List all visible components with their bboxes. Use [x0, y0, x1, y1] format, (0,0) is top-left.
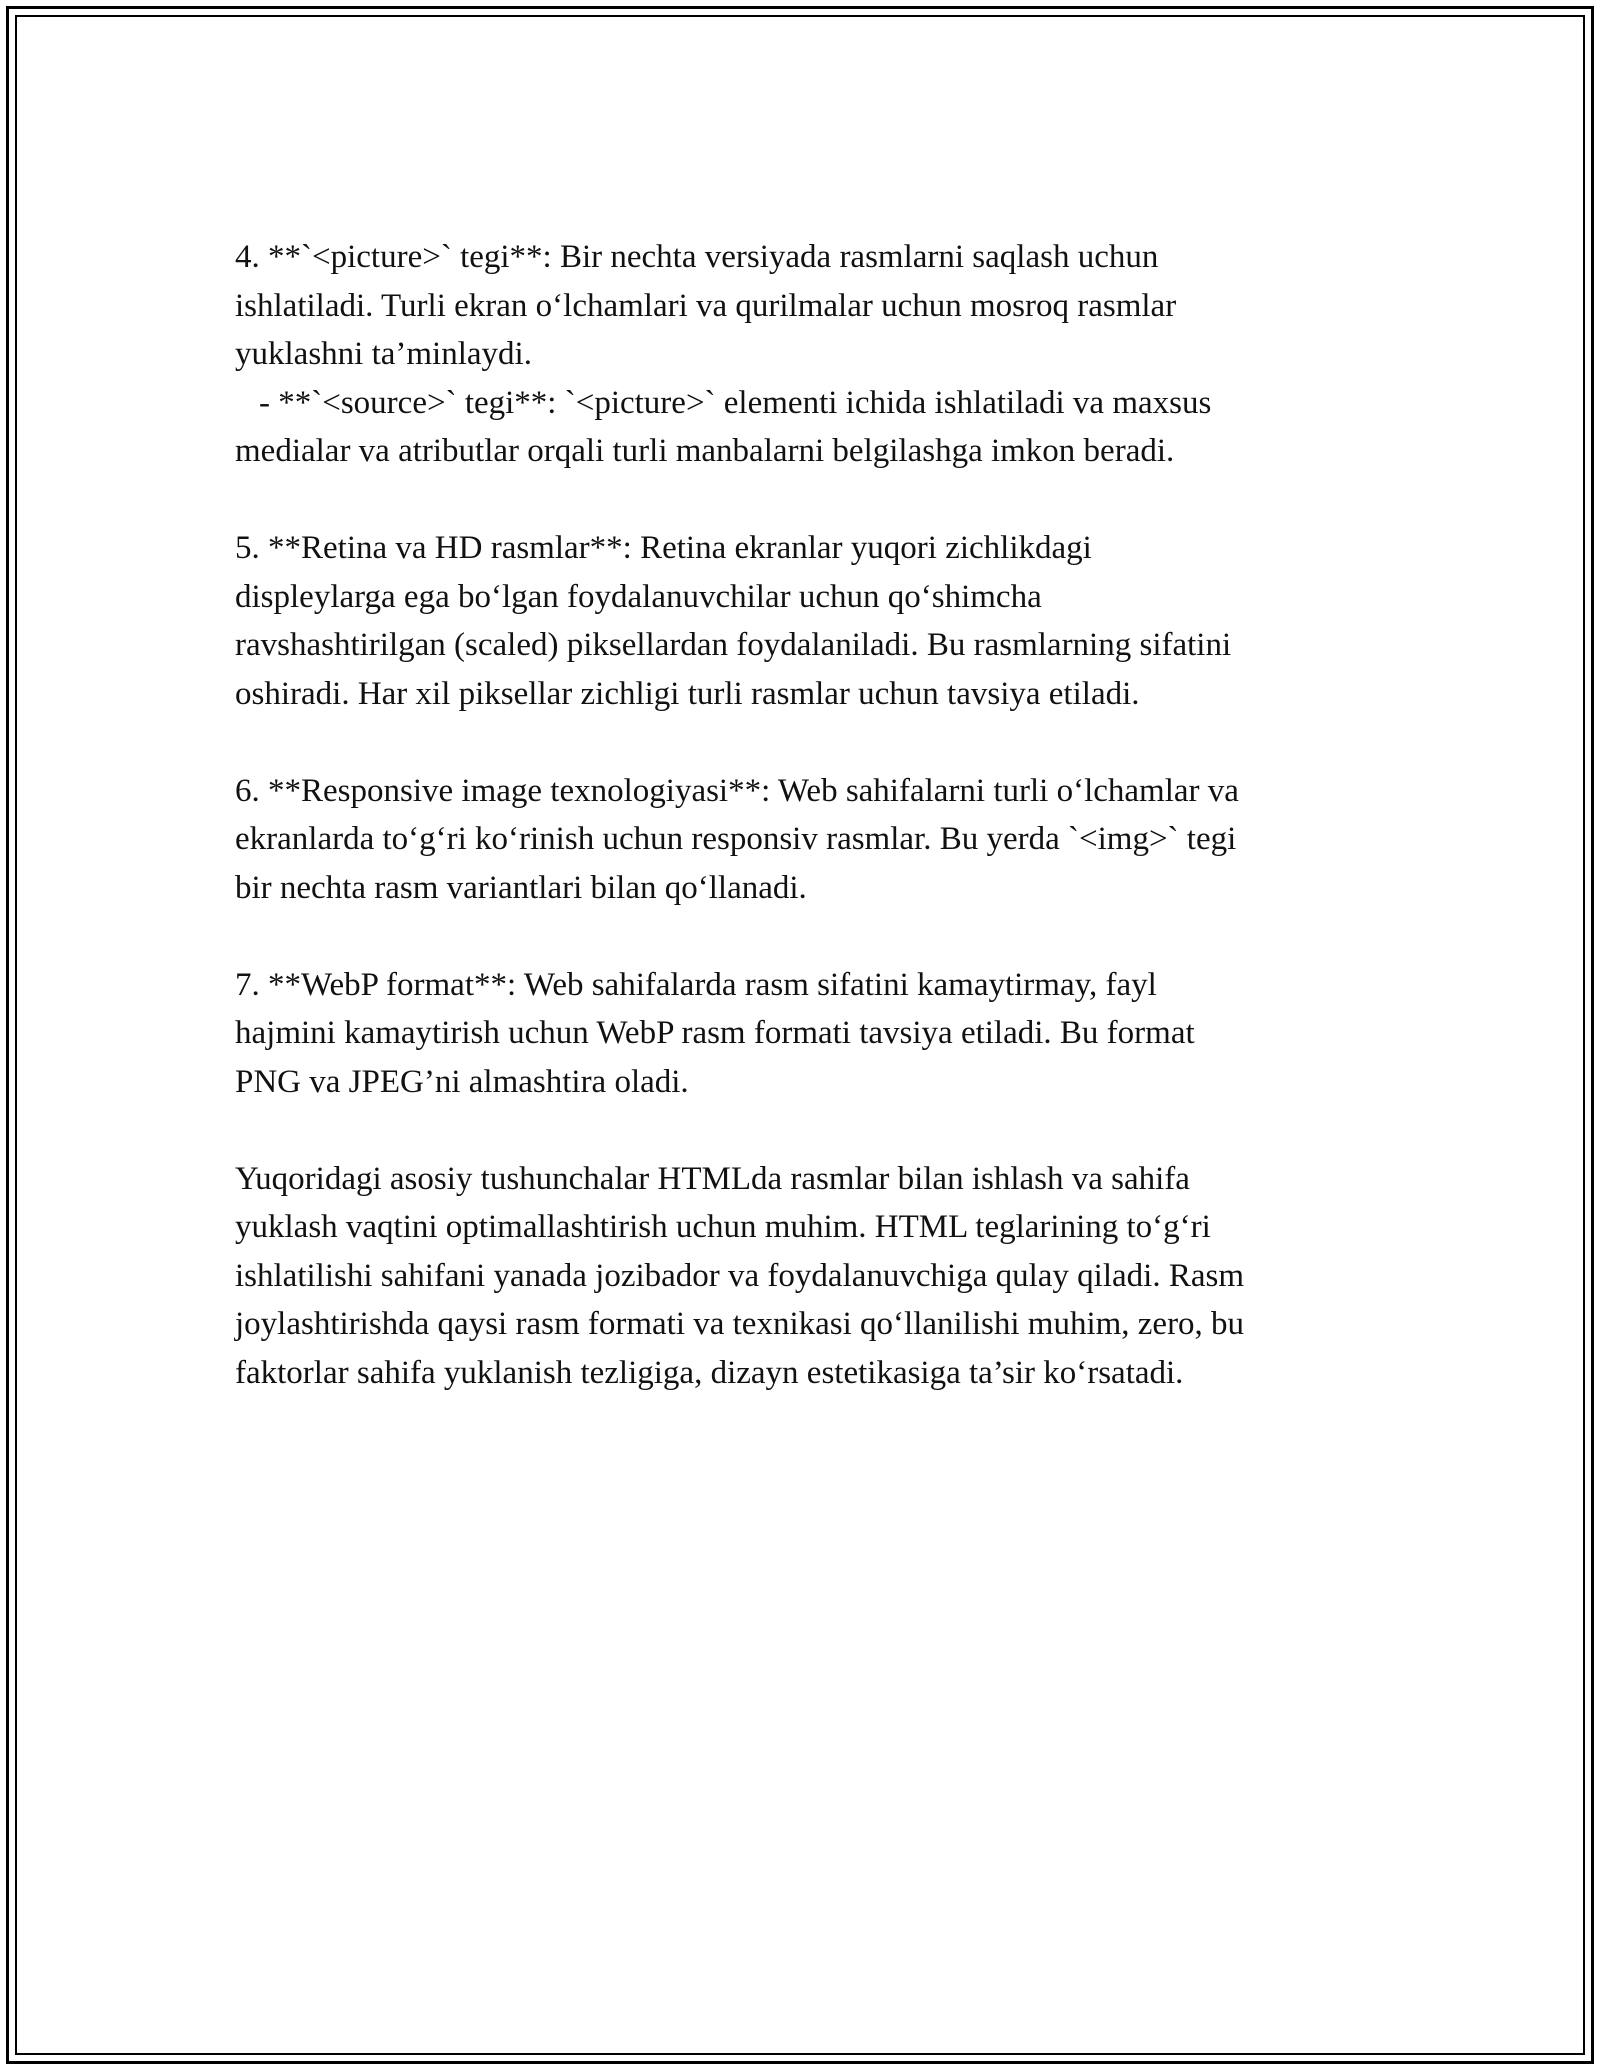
section-picture-tag [235, 233, 1365, 476]
section-7-line-2: hajmini kamaytirish uchun WebP rasm formati tavsiya etiladi. Bu format [235, 1015, 1195, 1051]
section-5-line-2: displeylarga ega bo‘lgan foydalanuvchilar uchun qo‘shimcha [235, 578, 1042, 615]
section-4-line-2: ishlatiladi. Turli ekran o‘lchamlari va qurilmalar uchun mosroq rasmlar [235, 287, 1177, 324]
conclusion-line-1: Yuqoridagi asosiy tushunchalar HTMLda rasmlar bilan ishlash va sahifa [235, 1160, 1190, 1197]
conclusion-line-2: yuklash vaqtini optimallashtirish uchun muhim. HTML teglarining to‘g‘ri [235, 1209, 1211, 1245]
section-4-line-1: 4. **`<picture>` tegi**: Bir nechta versiyada rasmlarni saqlash uchun [235, 239, 1159, 275]
conclusion-paragraph [235, 1155, 1365, 1398]
section-responsive-image [235, 767, 1365, 913]
section-4-line-3: yuklashni ta’minlaydi. [235, 336, 532, 372]
section-4-subitem-line-2: medialar va atributlar orqali turli manbalarni belgilashga imkon beradi. [235, 433, 1175, 469]
section-5-line-4: oshiradi. Har xil piksellar zichligi turli rasmlar uchun tavsiya etiladi. [235, 675, 1140, 712]
section-4-subitem-line-1: - **`<source>` tegi**: `<picture>` elementi ichida ishlatiladi va maxsus [259, 384, 1212, 421]
section-7-line-3: PNG va JPEG’ni almashtira oladi. [235, 1063, 689, 1100]
conclusion-line-4: joylashtirishda qaysi rasm formati va texnikasi qo‘llanilishi muhim, zero, bu [235, 1306, 1245, 1342]
section-6-line-1: 6. **Responsive image texnologiyasi**: Web sahifalarni turli o‘lchamlar va [235, 772, 1239, 809]
section-6-line-3: bir nechta rasm variantlari bilan qo‘llanadi. [235, 869, 807, 906]
section-5-line-3: ravshashtirilgan (scaled) piksellardan foydalaniladi. Bu rasmlarning sifatini [235, 627, 1232, 663]
section-webp-format [235, 961, 1365, 1107]
section-retina-hd [235, 524, 1365, 718]
section-6-line-2: ekranlarda to‘g‘ri ko‘rinish uchun responsiv rasmlar. Bu yerda `<img>` tegi [235, 821, 1237, 857]
document-body [235, 233, 1365, 1446]
section-5-line-1: 5. **Retina va HD rasmlar**: Retina ekranlar yuqori zichlikdagi [235, 530, 1092, 566]
conclusion-line-5: faktorlar sahifa yuklanish tezligiga, dizayn estetikasiga ta’sir ko‘rsatadi. [235, 1354, 1184, 1391]
section-7-line-1: 7. **WebP format**: Web sahifalarda rasm sifatini kamaytirmay, fayl [235, 966, 1157, 1003]
conclusion-line-3: ishlatilishi sahifani yanada jozibador va foydalanuvchiga qulay qiladi. Rasm [235, 1257, 1244, 1294]
